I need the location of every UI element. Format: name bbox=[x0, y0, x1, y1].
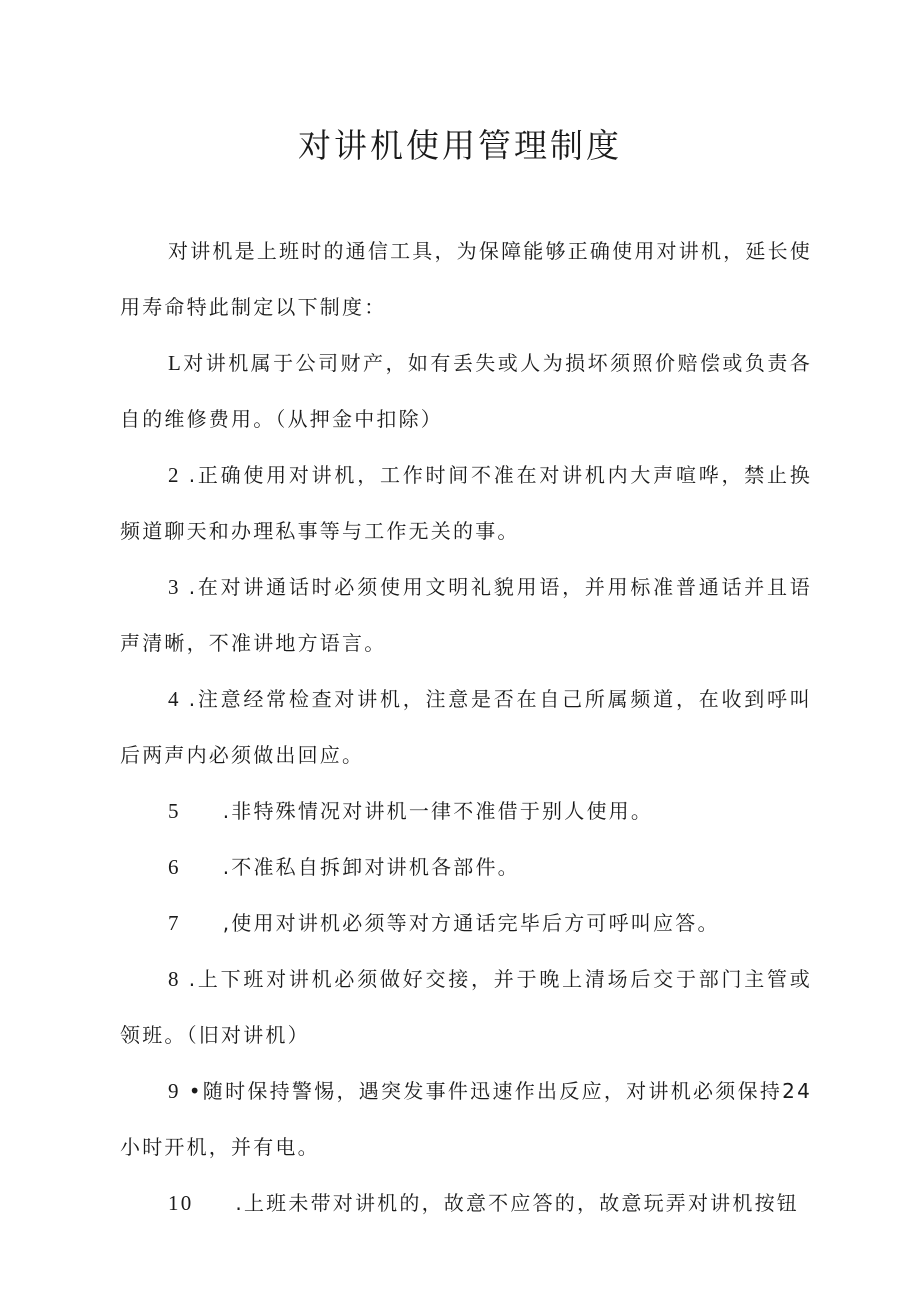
rule-text: 对讲机属于公司财产，如有丢失或人为损坏须照价赔偿或负责各自的维修费用。（从押金中扣除） bbox=[120, 351, 812, 431]
rule-text: .非特殊情况对讲机一律不准借于别人使用。 bbox=[222, 799, 654, 823]
rule-number: 2 bbox=[168, 463, 181, 487]
rule-item-9 bbox=[120, 1063, 812, 1175]
rule-number: 5 bbox=[168, 799, 181, 823]
rule-text: .正确使用对讲机，工作时间不准在对讲机内大声喧哗，禁止换频道聊天和办理私事等与工作无关的事。 bbox=[120, 463, 812, 543]
rule-item-1 bbox=[120, 335, 812, 447]
page-title: 对讲机使用管理制度 bbox=[298, 126, 622, 165]
rule-item-8 bbox=[120, 951, 812, 1063]
rule-item-2 bbox=[120, 447, 812, 559]
rule-text: .上下班对讲机必须做好交接，并于晚上清场后交于部门主管或领班。（旧对讲机） bbox=[120, 967, 812, 1047]
rule-item-10 bbox=[120, 1175, 812, 1231]
rule-item-3 bbox=[120, 559, 812, 671]
rule-item-5 bbox=[120, 783, 812, 839]
rule-text: .在对讲通话时必须使用文明礼貌用语，并用标准普通话并且语声清晰，不准讲地方语言。 bbox=[120, 575, 812, 655]
rule-number: 7 bbox=[168, 911, 181, 935]
rule-item-4 bbox=[120, 671, 812, 783]
rule-item-7 bbox=[120, 895, 812, 951]
rule-number: L bbox=[168, 351, 184, 375]
rule-number: 9 bbox=[168, 1079, 181, 1103]
document-body bbox=[120, 223, 812, 1231]
intro-paragraph: 对讲机是上班时的通信工具，为保障能够正确使用对讲机，延长使用寿命特此制定以下制度： bbox=[120, 239, 812, 319]
rule-text: •随时保持警惕，遇突发事件迅速作出反应，对讲机必须保持24小时开机，并有电。 bbox=[120, 1079, 812, 1159]
rule-number: 3 bbox=[168, 575, 181, 599]
rule-item-6 bbox=[120, 839, 812, 895]
rule-number: 8 bbox=[168, 967, 181, 991]
rule-number: 6 bbox=[168, 855, 181, 879]
rule-number: 10 bbox=[168, 1191, 194, 1215]
rule-text: .不准私自拆卸对讲机各部件。 bbox=[222, 855, 520, 879]
rule-text: .注意经常检查对讲机，注意是否在自己所属频道，在收到呼叫后两声内必须做出回应。 bbox=[120, 687, 812, 767]
rule-text: ,使用对讲机必须等对方通话完毕后方可呼叫应答。 bbox=[222, 911, 720, 935]
rule-text: .上班未带对讲机的，故意不应答的，故意玩弄对讲机按钮 bbox=[235, 1191, 799, 1215]
rule-number: 4 bbox=[168, 687, 181, 711]
